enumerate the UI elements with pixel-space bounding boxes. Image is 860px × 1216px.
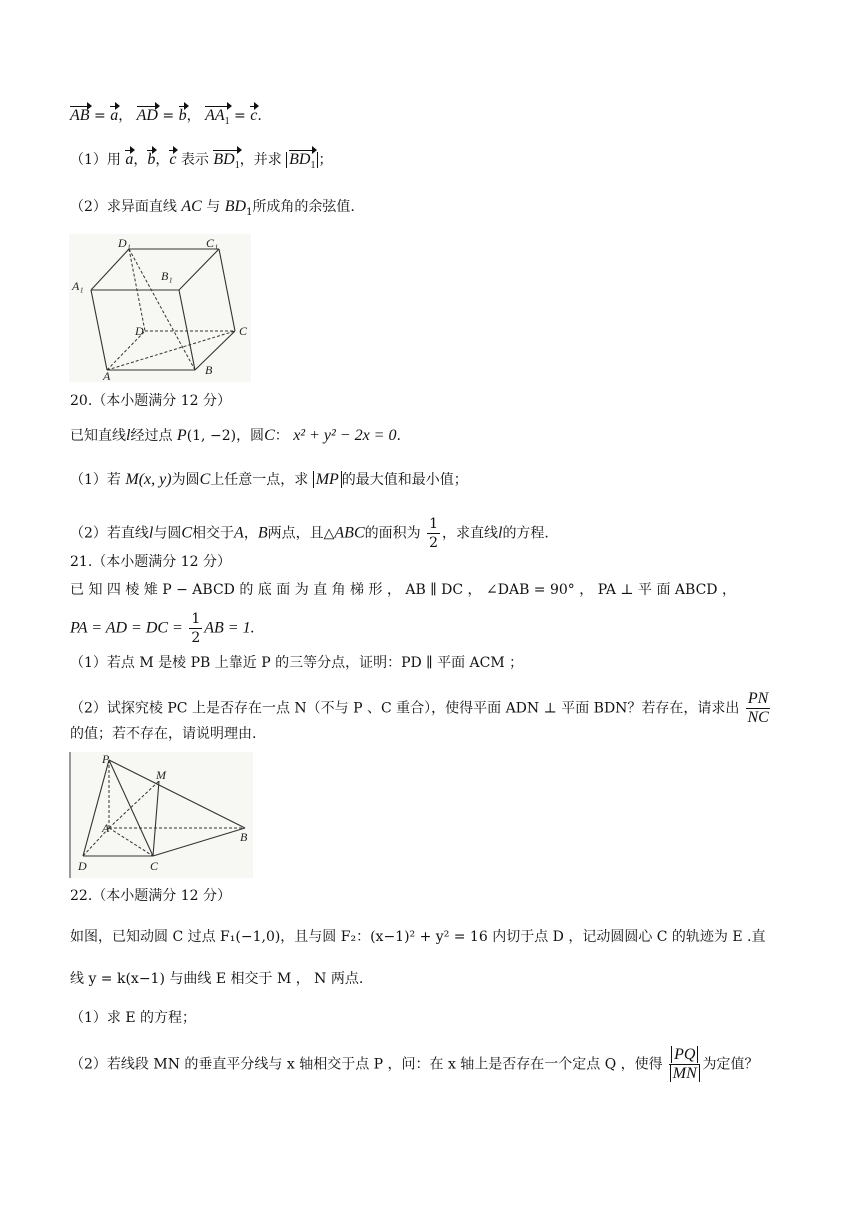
q21-stem2-b: AB = 1.	[204, 619, 255, 637]
q20-header: 20.（本小题满分 12 分）	[70, 393, 231, 409]
sym-C-2: C	[199, 471, 211, 488]
q21-part1: （1）若点 M 是棱 PB 上靠近 P 的三等分点，证明：PD ∥ 平面 ACM ；	[70, 655, 524, 671]
q21-part2-cont: 的值；若不存在，请说明理由.	[70, 726, 257, 742]
q21-stem2	[70, 610, 255, 647]
q20-part2-c: 相交于	[192, 525, 235, 542]
abs-MP: MP	[313, 471, 342, 488]
q22-part1: （1）求 E 的方程；	[70, 1010, 197, 1026]
sym-B: B	[257, 524, 268, 542]
q21-stem2-a: PA = AD = DC =	[70, 619, 183, 637]
vec-AB: AB	[70, 107, 90, 124]
sym-l-3: l	[497, 524, 503, 542]
fraction-half-2	[189, 610, 202, 647]
sym-l: l	[126, 427, 131, 444]
q19-part2-c: 所成角的余弦值.	[252, 199, 355, 215]
frac-PN: PN	[747, 690, 769, 707]
sym-C: C	[264, 427, 275, 444]
q19-part2-a: （2）求异面直线	[70, 199, 177, 215]
label-C-2: C	[150, 859, 159, 873]
sym-P: P	[176, 427, 187, 444]
label-M: M	[156, 768, 166, 782]
q19-part2-b: 与	[206, 199, 221, 215]
frac-NC: NC	[747, 709, 769, 726]
q21-header: 21.（本小题满分 12 分）	[70, 554, 231, 570]
label-P: P	[102, 752, 110, 766]
q22-part2	[70, 1046, 758, 1083]
line-BD1-sub: 1	[246, 207, 253, 218]
q22-stem2: 线 y = k(x−1) 与曲线 E 相交于 M ， N 两点.	[70, 971, 364, 987]
half-den: 2	[429, 535, 438, 551]
sym-l-2: l	[148, 524, 154, 542]
vec-BD1-b	[289, 150, 315, 176]
sym-M: M	[125, 471, 139, 488]
q22-part2-a: （2）若线段 MN 的垂直平分线与 x 轴相交于点 P ，问：在 x 轴上是否存在一个定点 Q ，使得	[70, 1056, 663, 1073]
q20-part2-f: 的面积为	[364, 525, 421, 542]
q19-part1: （1）用 a，b，c 表示 $BD_1$，并求 $BD_1$ ；	[70, 150, 332, 176]
abs-MN: MN	[670, 1065, 700, 1082]
vec-AA1-text: AA	[205, 107, 225, 124]
q20-part2-g: ，求直线	[441, 525, 498, 542]
label-C: C	[239, 324, 248, 338]
q20-stem-d: ：	[274, 428, 289, 444]
pyramid-figure	[69, 752, 253, 878]
q20-stem: 已知直线l经过点 P(1, −2)，圆C： x² + y² − 2x = 0.	[70, 427, 401, 444]
q20-part2-d: ，	[243, 525, 258, 542]
frac-num-PQ	[669, 1046, 700, 1065]
q21-stem1: 已 知 四 棱 雉 P − ABCD 的 底 面 为 直 角 梯 形 ， AB ∥ DC ， ∠DAB = 90° ， PA ⊥ 平 面 ABCD ，	[70, 582, 736, 598]
q20-stem-c: ，圆	[236, 428, 265, 444]
q20-stem-b: 经过点	[130, 428, 173, 444]
M-coord: (x, y)	[138, 471, 172, 488]
q20-part1-d: 的最大值和最小值；	[341, 472, 468, 488]
half-den-2: 2	[191, 630, 201, 646]
vec-b-2: b	[147, 151, 156, 168]
label-D-2: D	[78, 859, 87, 873]
P-coord: (1, −2)	[186, 428, 237, 444]
sym-C-3: C	[181, 524, 193, 542]
q21-part2-a: （2）试探究棱 PC 上是否存在一点 N（不与 P 、C 重合），使得平面 ADN ⊥ 平面 BDN？若存在，请求出	[70, 700, 740, 717]
q20-stem-a: 已知直线	[70, 428, 126, 444]
q20-part2-h: 的方程.	[502, 525, 549, 542]
half-num-2: 1	[191, 611, 201, 627]
vec-BD1-text-b: BD	[289, 151, 311, 168]
vec-AA1	[205, 106, 230, 132]
label-D1: D₁	[118, 236, 131, 250]
vec-c: c	[250, 107, 258, 124]
label-A: A	[103, 369, 111, 382]
vec-BD1-text: BD	[213, 151, 235, 168]
q20-part2	[70, 515, 549, 552]
vec-a-2: a	[125, 151, 134, 168]
q19-part2	[70, 197, 355, 223]
q20-part2-a: （2）若直线	[70, 525, 149, 542]
q20-part1	[70, 470, 468, 490]
sym-ABC: ABC	[334, 524, 365, 542]
q20-part1-c: 上任意一点，求	[210, 472, 309, 488]
vec-BD1-sub-b: 1	[310, 160, 316, 171]
vec-AA1-sub: 1	[224, 116, 230, 127]
fraction-PN-NC	[746, 690, 770, 727]
q21-part2	[70, 690, 772, 727]
vec-b: b	[178, 107, 187, 124]
q19-setup: AB = a， AD = b， $AA_1 = c$.	[70, 106, 262, 132]
q22-header: 22.（本小题满分 12 分）	[70, 888, 231, 904]
line-BD1: BD	[224, 198, 247, 215]
label-B1: B₁	[161, 269, 173, 283]
label-B-2: B	[240, 830, 248, 844]
circle-equation: x² + y² − 2x = 0	[293, 427, 397, 444]
label-B: B	[205, 363, 213, 377]
q20-part1-b: 为圆	[171, 472, 200, 488]
parallelepiped-figure	[69, 234, 251, 382]
q20-part2-e: 两点，且△	[267, 525, 335, 542]
sym-A: A	[234, 524, 244, 542]
q20-part2-b: 与圆	[153, 525, 182, 542]
fraction-half	[427, 515, 440, 552]
q20-part1-a: （1）若	[70, 472, 121, 488]
abs-BD1	[286, 151, 318, 171]
q22-stem1: 如图，已知动圆 C 过点 F₁(−1,0)，且与圆 F₂：(x−1)² + y² = 16 内切于点 D ，记动圆圆心 C 的轨迹为 E .直	[70, 929, 766, 945]
half-num: 1	[429, 516, 438, 532]
vec-c-2: c	[169, 151, 177, 168]
fraction-PQ-MN	[669, 1046, 700, 1083]
q22-part2-b: 为定值？	[702, 1056, 759, 1073]
label-D: D	[135, 324, 144, 338]
vec-BD1	[213, 150, 239, 176]
label-C1: C₁	[206, 236, 219, 250]
vec-AD: AD	[136, 107, 158, 124]
label-A1: A₁	[72, 279, 84, 293]
line-AC: AC	[181, 198, 202, 215]
frac-den-MN	[670, 1065, 700, 1083]
vec-BD1-sub: 1	[234, 160, 240, 171]
abs-PQ: PQ	[671, 1046, 698, 1063]
label-A-2: A	[102, 821, 110, 835]
vec-a: a	[110, 107, 119, 124]
